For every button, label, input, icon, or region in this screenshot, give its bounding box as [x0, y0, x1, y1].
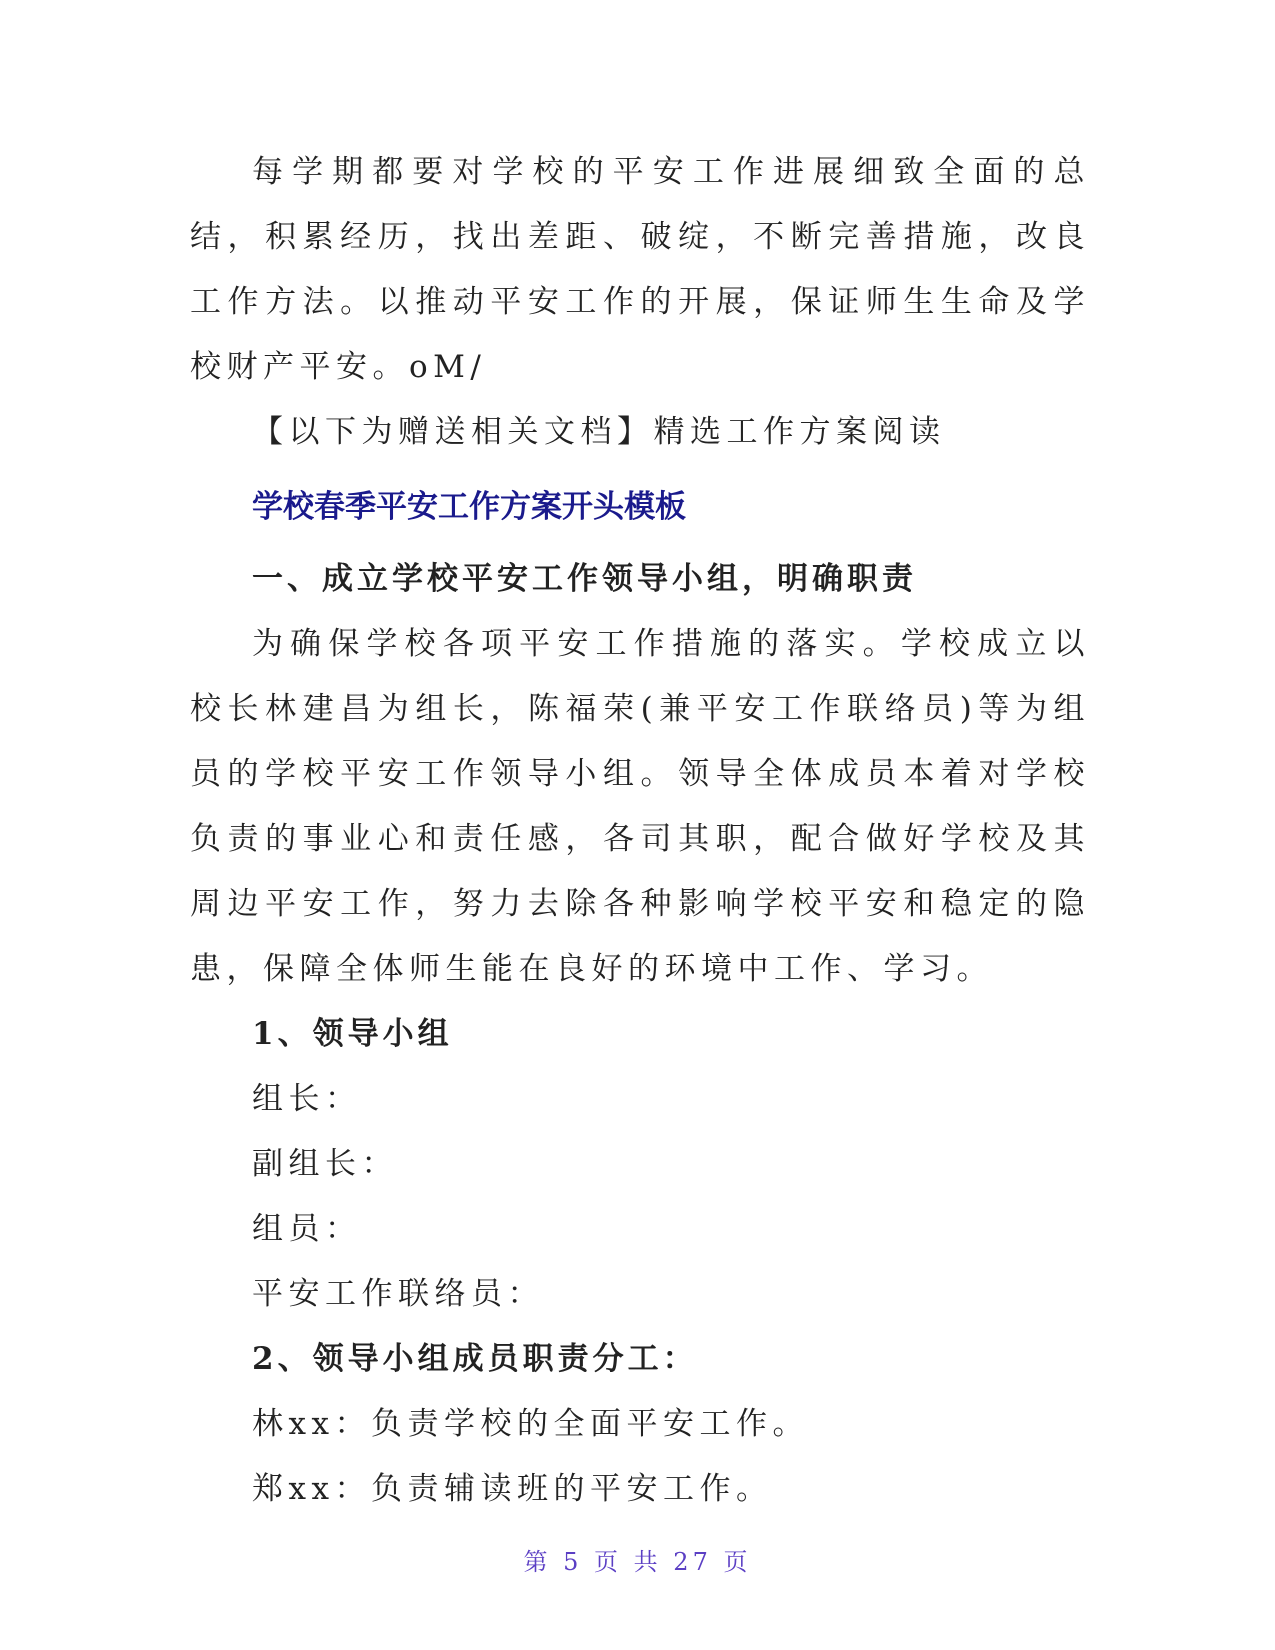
duty-line: 林xx：负责学校的全面平安工作。	[252, 1406, 809, 1442]
leader-line: 组长：	[252, 1081, 362, 1117]
deputy-line: 副组长：	[252, 1146, 398, 1182]
subheading-leadership: 1、领导小组	[252, 1016, 453, 1052]
page-content	[190, 140, 1090, 1522]
heading-1: 一、成立学校平安工作领导小组，明确职责	[252, 561, 917, 597]
section-title: 学校春季平安工作方案开头模板	[252, 489, 686, 525]
related-docs-line: 【以下为赠送相关文档】精选工作方案阅读	[252, 414, 946, 450]
liaison-line: 平安工作联络员：	[252, 1276, 544, 1312]
subheading-duties: 2、领导小组成员职责分工：	[252, 1341, 698, 1377]
page-number-footer: 第 5 页 共 27 页	[523, 1548, 752, 1576]
members-line: 组员：	[252, 1211, 362, 1247]
duty-line: 郑xx：负责辅读班的平安工作。	[252, 1471, 773, 1507]
body-paragraph: 为确保学校各项平安工作措施的落实。学校成立以校长林建昌为组长，陈福荣(兼平安工作联络员)等为组员的学校平安工作领导小组。领导全体成员本着对学校负责的事业心和责任感，各司其职，配合做好学校及其周边平安工作，努力去除各种影响学校平安和稳定的隐患，保障全体师生能在良好的环境中工作、学习。	[190, 626, 1090, 987]
summary-paragraph: 每学期都要对学校的平安工作进展细致全面的总结，积累经历，找出差距、破绽，不断完善措施，改良工作方法。以推动平安工作的开展，保证师生生命及学校财产平安。oM/	[190, 154, 1090, 385]
